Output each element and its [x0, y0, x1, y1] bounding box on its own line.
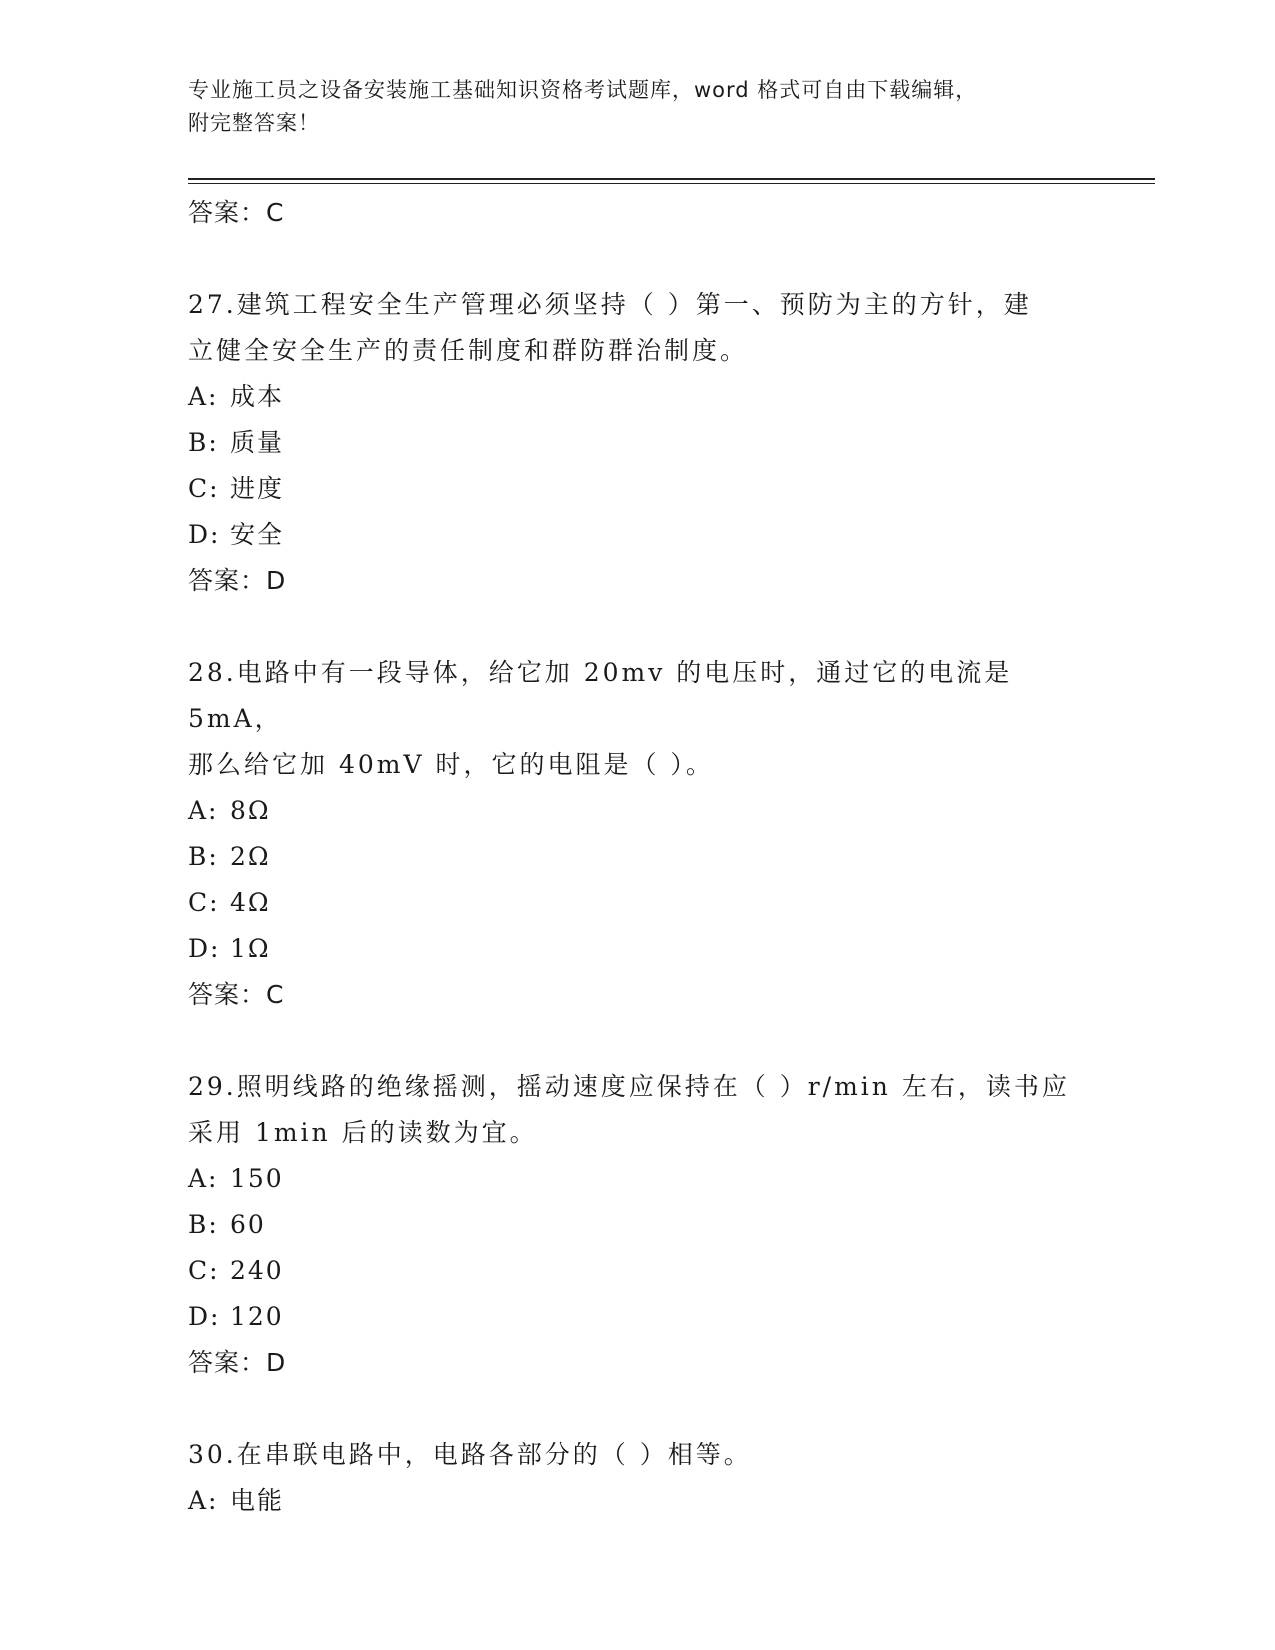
question-28-option-a	[188, 788, 1088, 834]
question-28-line-1: 28.电路中有一段导体，给它加 20mv 的电压时，通过它的电流是 5mA，	[188, 658, 1013, 733]
question-28-answer: 答案：C	[188, 980, 285, 1009]
question-29-option-a	[188, 1156, 1088, 1202]
question-27-text	[188, 282, 1088, 374]
option-letter: C:	[188, 474, 220, 503]
question-27-option-c	[188, 466, 1088, 512]
option-text: 成本	[230, 382, 285, 411]
option-text: 安全	[230, 520, 285, 549]
question-28-text	[188, 650, 1088, 788]
question-27-answer: 答案：D	[188, 566, 287, 595]
question-27-line-2: 立健全安全生产的责任制度和群防群治制度。	[188, 336, 749, 365]
option-text: 240	[230, 1256, 284, 1285]
option-text: 60	[230, 1210, 266, 1239]
option-letter: C:	[188, 1256, 220, 1285]
option-letter: B:	[188, 842, 219, 871]
question-27-option-a	[188, 374, 1088, 420]
question-29-line-2: 采用 1min 后的读数为宜。	[188, 1118, 538, 1147]
option-text: 质量	[230, 428, 285, 457]
option-letter: D:	[188, 520, 221, 549]
question-27	[188, 282, 1088, 604]
question-29-option-c	[188, 1248, 1088, 1294]
question-29-option-b	[188, 1202, 1088, 1248]
question-28	[188, 650, 1088, 1018]
option-letter: B:	[188, 428, 219, 457]
option-letter: A:	[188, 796, 219, 825]
header-divider-thin	[188, 183, 1155, 184]
answer-previous: 答案：C	[188, 198, 285, 227]
option-text: 150	[230, 1164, 284, 1193]
option-text: 4Ω	[230, 888, 271, 917]
option-letter: A:	[188, 382, 219, 411]
question-28-line-2: 那么给它加 40mV 时，它的电阻是（ ）。	[188, 750, 714, 779]
document-header	[188, 74, 1068, 140]
option-letter: C:	[188, 888, 220, 917]
header-line-2: 附完整答案！	[188, 111, 320, 135]
question-27-option-b	[188, 420, 1088, 466]
option-text: 电能	[230, 1486, 285, 1515]
question-30-option-a	[188, 1478, 1088, 1524]
option-letter: D:	[188, 1302, 221, 1331]
option-text: 2Ω	[230, 842, 271, 871]
header-line-1: 专业施工员之设备安装施工基础知识资格考试题库，word 格式可自由下载编辑，	[188, 78, 978, 102]
question-28-option-c	[188, 880, 1088, 926]
question-27-option-d	[188, 512, 1088, 558]
question-29-line-1: 29.照明线路的绝缘摇测，摇动速度应保持在（ ）r/min 左右，读书应	[188, 1072, 1070, 1101]
option-text: 120	[230, 1302, 284, 1331]
question-27-line-1: 27.建筑工程安全生产管理必须坚持（ ）第一、预防为主的方针，建	[188, 290, 1032, 319]
question-29-answer: 答案：D	[188, 1348, 287, 1377]
question-28-option-b	[188, 834, 1088, 880]
option-letter: A:	[188, 1486, 219, 1515]
question-list	[188, 190, 1088, 1524]
question-29-option-d	[188, 1294, 1088, 1340]
option-text: 8Ω	[230, 796, 271, 825]
question-29	[188, 1064, 1088, 1386]
question-29-text	[188, 1064, 1088, 1156]
question-30	[188, 1432, 1088, 1524]
option-letter: B:	[188, 1210, 219, 1239]
option-letter: D:	[188, 934, 221, 963]
question-30-text	[188, 1432, 1088, 1478]
option-text: 1Ω	[230, 934, 271, 963]
header-divider-thick	[188, 178, 1155, 180]
question-28-option-d	[188, 926, 1088, 972]
option-letter: A:	[188, 1164, 219, 1193]
question-30-line-1: 30.在串联电路中，电路各部分的（ ）相等。	[188, 1440, 752, 1469]
option-text: 进度	[230, 474, 285, 503]
